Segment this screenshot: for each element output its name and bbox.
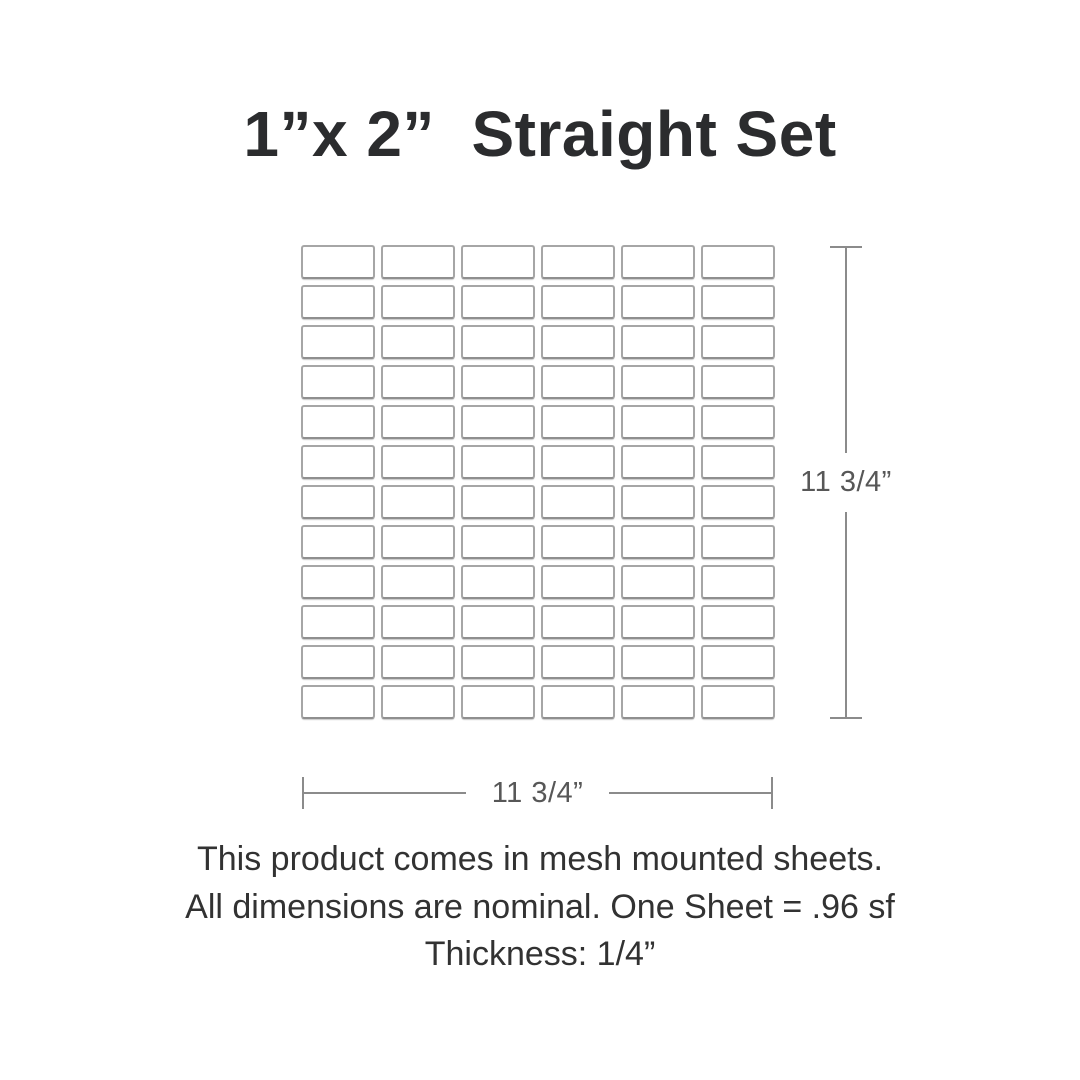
tile bbox=[461, 685, 535, 719]
tile bbox=[541, 485, 615, 519]
tile bbox=[621, 285, 695, 319]
tile bbox=[301, 365, 375, 399]
tile bbox=[541, 405, 615, 439]
tile bbox=[381, 525, 455, 559]
tile bbox=[461, 565, 535, 599]
tile bbox=[381, 245, 455, 279]
tile bbox=[701, 685, 775, 719]
tile bbox=[461, 405, 535, 439]
tile bbox=[381, 365, 455, 399]
tile bbox=[461, 365, 535, 399]
tile bbox=[381, 645, 455, 679]
tile bbox=[301, 445, 375, 479]
tile bbox=[381, 485, 455, 519]
tile bbox=[301, 245, 375, 279]
tile bbox=[621, 525, 695, 559]
tile bbox=[301, 525, 375, 559]
tile bbox=[621, 445, 695, 479]
tile bbox=[621, 565, 695, 599]
tile bbox=[381, 565, 455, 599]
tile bbox=[381, 285, 455, 319]
tile bbox=[701, 605, 775, 639]
tile bbox=[541, 645, 615, 679]
tile bbox=[301, 645, 375, 679]
note-line-3: Thickness: 1/4” bbox=[424, 935, 656, 973]
tile bbox=[541, 285, 615, 319]
tile bbox=[301, 565, 375, 599]
tile bbox=[621, 325, 695, 359]
tile bbox=[461, 325, 535, 359]
tile bbox=[621, 365, 695, 399]
vertical-dimension-line-lower bbox=[845, 512, 847, 717]
tile bbox=[621, 605, 695, 639]
tile bbox=[621, 485, 695, 519]
tile bbox=[621, 245, 695, 279]
tile bbox=[381, 445, 455, 479]
tile bbox=[541, 325, 615, 359]
tile bbox=[381, 605, 455, 639]
tile bbox=[461, 245, 535, 279]
dimension-tick-right bbox=[771, 777, 773, 809]
tile bbox=[701, 645, 775, 679]
tile bbox=[461, 285, 535, 319]
tile bbox=[701, 325, 775, 359]
tile bbox=[541, 525, 615, 559]
tile bbox=[461, 645, 535, 679]
horizontal-dimension-line-right bbox=[609, 792, 771, 794]
tile bbox=[301, 325, 375, 359]
tile bbox=[301, 605, 375, 639]
note-line-2: All dimensions are nominal. One Sheet = .96 sf bbox=[185, 887, 895, 926]
height-dimension-label: 11 3/4” bbox=[800, 466, 892, 498]
tile bbox=[541, 445, 615, 479]
tile bbox=[541, 565, 615, 599]
tile bbox=[541, 245, 615, 279]
tile bbox=[701, 445, 775, 479]
tile bbox=[301, 405, 375, 439]
tile bbox=[541, 605, 615, 639]
tile bbox=[701, 285, 775, 319]
tile bbox=[701, 365, 775, 399]
horizontal-dimension-line-left bbox=[304, 792, 466, 794]
tile bbox=[461, 445, 535, 479]
tile bbox=[461, 525, 535, 559]
tile bbox=[701, 405, 775, 439]
product-notes bbox=[0, 836, 1080, 979]
tile bbox=[701, 245, 775, 279]
page-title: 1”x 2” Straight Set bbox=[243, 98, 837, 170]
tile bbox=[701, 485, 775, 519]
tile bbox=[301, 285, 375, 319]
vertical-dimension-line-upper bbox=[845, 248, 847, 453]
tile bbox=[381, 325, 455, 359]
tile bbox=[701, 565, 775, 599]
tile bbox=[621, 405, 695, 439]
vertical-dimension bbox=[786, 246, 906, 719]
note-line-1: This product comes in mesh mounted sheets. bbox=[197, 840, 883, 878]
tile bbox=[301, 485, 375, 519]
tile bbox=[301, 685, 375, 719]
width-dimension-label: 11 3/4” bbox=[491, 776, 584, 809]
tile bbox=[541, 365, 615, 399]
tile bbox=[461, 485, 535, 519]
dimension-tick-bottom bbox=[830, 717, 862, 719]
tile bbox=[461, 605, 535, 639]
tile bbox=[701, 525, 775, 559]
tile bbox=[381, 405, 455, 439]
tile bbox=[381, 685, 455, 719]
tile bbox=[621, 645, 695, 679]
tile bbox=[541, 685, 615, 719]
tile-sheet-grid bbox=[301, 245, 775, 719]
horizontal-dimension bbox=[302, 777, 773, 809]
tile bbox=[621, 685, 695, 719]
